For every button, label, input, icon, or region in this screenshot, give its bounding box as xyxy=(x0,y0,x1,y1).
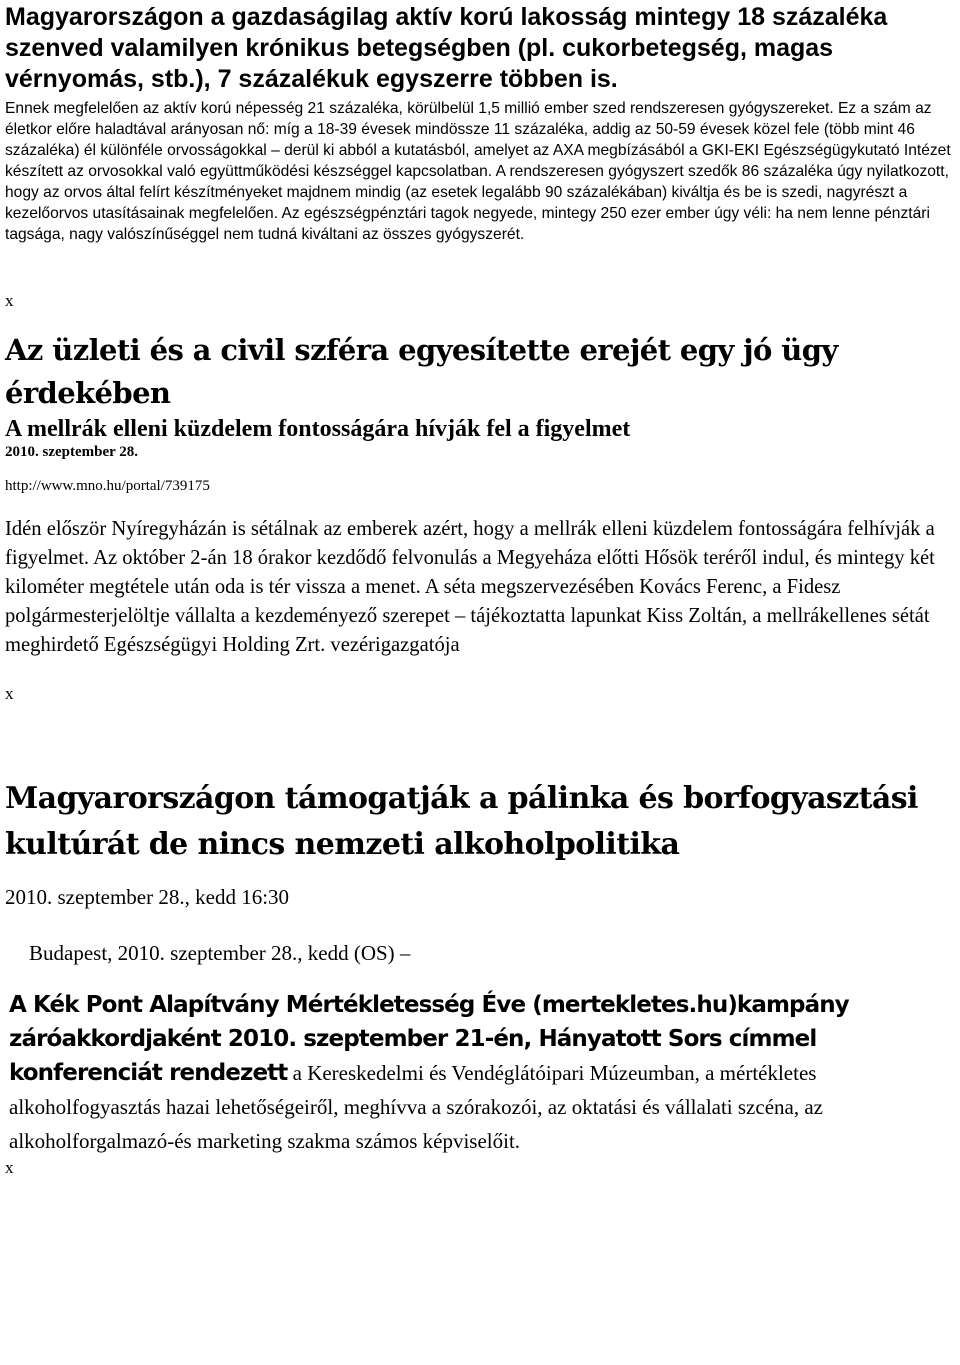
article-headline-breast-cancer: Az üzleti és a civil szféra egyesítette erejét egy jó ügy érdekében xyxy=(5,333,838,410)
separator-mark: x xyxy=(5,291,14,310)
article-headline-chronic-disease: Magyarországon a gazdaságilag aktív korú lakosság mintegy 18 százaléka szenved valamilyen krónikus betegségben (pl. cukorbetegség, magas vérnyomás, stb.), 7 százalékuk egyszerre többen is. xyxy=(5,3,888,93)
article-headline-alcohol-policy: Magyarországon támogatják a pálinka és borfogyasztási kultúrát de nincs nemzeti alkoholpolitika xyxy=(5,781,918,862)
separator-mark: x xyxy=(5,684,14,703)
article-date-alcohol-policy: 2010. szeptember 28., kedd 16:30 xyxy=(5,885,290,909)
article-body-breast-cancer: Idén először Nyíregyházán is sétálnak az emberek azért, hogy a mellrák elleni küzdelem fontosságára felhívják a figyelmet. Az október 2-án 18 órakor kezdődő felvonulás a Megyeháza előtti Hősök teréről indul, és mintegy két kilométer megtétele után oda is tér vissza a menet. A séta megszervezésében Kovács Ferenc, a Fidesz polgármesterjelöltje vállalta a kezdeményező szerepet – tájékoztatta lapunkat Kiss Zoltán, a mellrákellenes sétát meghirdető Egészségügyi Holding Zrt. vezérigazgatója xyxy=(5,518,935,656)
document-page xyxy=(5,0,955,1178)
article-body-chronic-disease: Ennek megfelelően az aktív korú népesség 21 százaléka, körülbelül 1,5 millió ember szed rendszeresen gyógyszereket. Ez a szám az életkor előre haladtával arányosan nő: míg a 18-39 évesek mindössze 11 százaléka, addig az 50-59 évesek közel fele (több mint 46 százaléka) él különféle orvosságokkal – derül ki abból a kutatásból, amelyet az AXA megbízásából a GKI-EKI Egészségügykutató Intézet készített az orvosokkal való együttműködési készséggel kapcsolatban. A rendszeresen gyógyszert szedők 86 százaléka úgy nyilatkozott, hogy az orvos által felírt készítményeket majdnem mindig (az esetek legalább 90 százalékában) kiváltja és be is szedi, nagyrészt a kezelőorvos utasításainak megfelelően. Az egészségpénztári tagok negyede, mintegy 250 ezer ember úgy véli: ha nem lenne pénztári tagsága, nagy valószínűséggel nem tudná kiváltani az összes gyógyszerét. xyxy=(5,100,951,243)
article-date-breast-cancer: 2010. szeptember 28. xyxy=(5,444,139,460)
article-source-url[interactable]: http://www.mno.hu/portal/739175 xyxy=(5,478,210,494)
article-dateline: Budapest, 2010. szeptember 28., kedd (OS) – xyxy=(29,941,411,965)
article-subheadline-breast-cancer: A mellrák elleni küzdelem fontosságára hívják fel a figyelmet xyxy=(5,416,631,442)
lead-bold-text: A Kék Pont Alapítvány Mértékletesség Éve (mertekletes.hu)kampány záróakkordjaként 2010. szeptember 21-én, Hányatott Sors címmel konferenciát rendezett xyxy=(9,992,849,1086)
separator-mark: x xyxy=(5,1158,14,1177)
lead-rest-text: a Kereskedelmi és Vendéglátóipari Múzeumban, a mértékletes alkoholfogyasztás hazai lehetőségeiről, meghívva a szórakozói, az oktatási és vállalati szcéna, az alkoholforgalmazó-és marketing szakma számos képviselőit. xyxy=(9,1061,823,1153)
article-lead-alcohol-policy xyxy=(5,988,955,1158)
